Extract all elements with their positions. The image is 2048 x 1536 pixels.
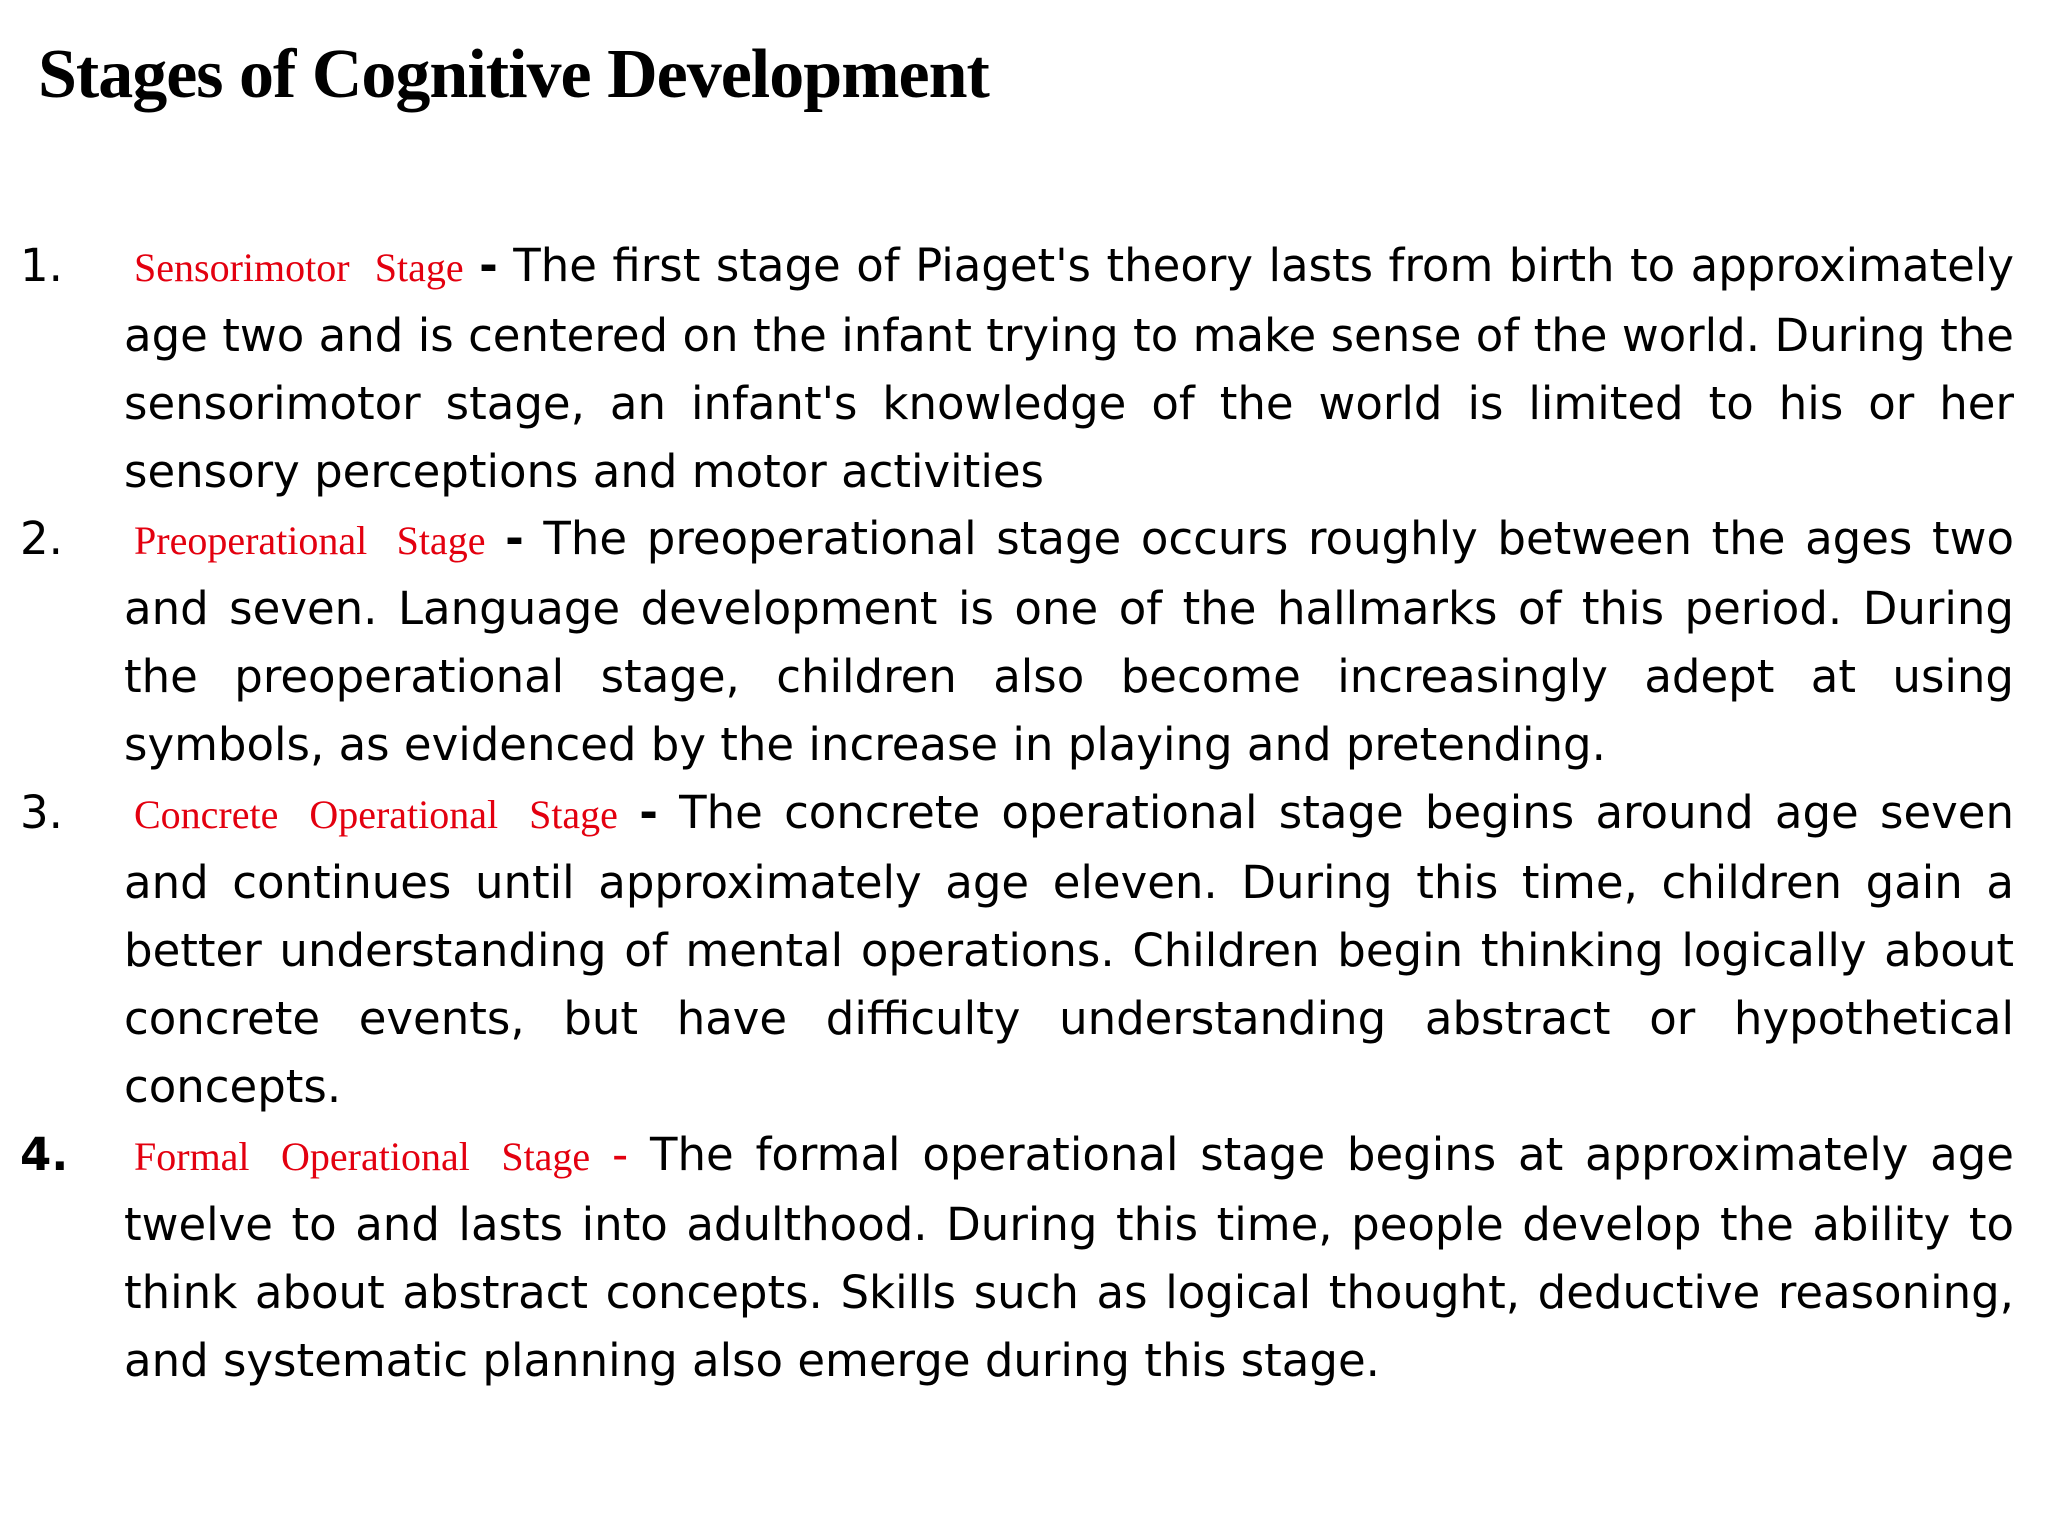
stage-name: Preoperational Stage: [134, 518, 486, 563]
stage-separator: -: [479, 239, 498, 292]
stage-separator: -: [612, 1128, 629, 1181]
stage-name: Concrete Operational Stage: [134, 792, 618, 837]
stage-body: [124, 1121, 2014, 1395]
stage-description: The preoperational stage occurs roughly between the ages two and seven. Language development is one of the hallmarks of this period. During the preoperational stage, children also become increasingly adept at using symbols, as evidenced by the increase in playing and pretending.: [124, 512, 2014, 771]
stage-body: [124, 232, 2014, 506]
stage-separator: -: [505, 512, 524, 565]
stage-body: [124, 779, 2014, 1121]
stage-number: 4.: [20, 1128, 69, 1181]
stage-body: [124, 505, 2014, 779]
stage-name: Formal Operational Stage: [134, 1134, 591, 1179]
stage-number: 2.: [20, 512, 63, 565]
stage-description: The formal operational stage begins at approximately age twelve to and lasts into adulthood. During this time, people develop the ability to think about abstract concepts. Skills such as logical thought, deductive reasoning, and systematic planning also emerge during this stage.: [124, 1128, 2014, 1387]
stage-description: The first stage of Piaget's theory lasts from birth to approximately age two and is centered on the infant trying to make sense of the world. During the sensorimotor stage, an infant's knowledge of the world is limited to his or her sensory perceptions and motor activities: [124, 239, 2014, 498]
page-title: Stages of Cognitive Development: [38, 36, 989, 113]
stage-separator: -: [639, 786, 658, 839]
stage-name: Sensorimotor Stage: [134, 245, 464, 290]
stage-number: 3.: [20, 786, 63, 839]
stage-description: The concrete operational stage begins around age seven and continues until approximately age eleven. During this time, children gain a better understanding of mental operations. Children begin thinking logically about concrete events, but have difficulty understanding abstract or hypothetical concepts.: [124, 786, 2014, 1113]
stage-number: 1.: [20, 239, 63, 292]
